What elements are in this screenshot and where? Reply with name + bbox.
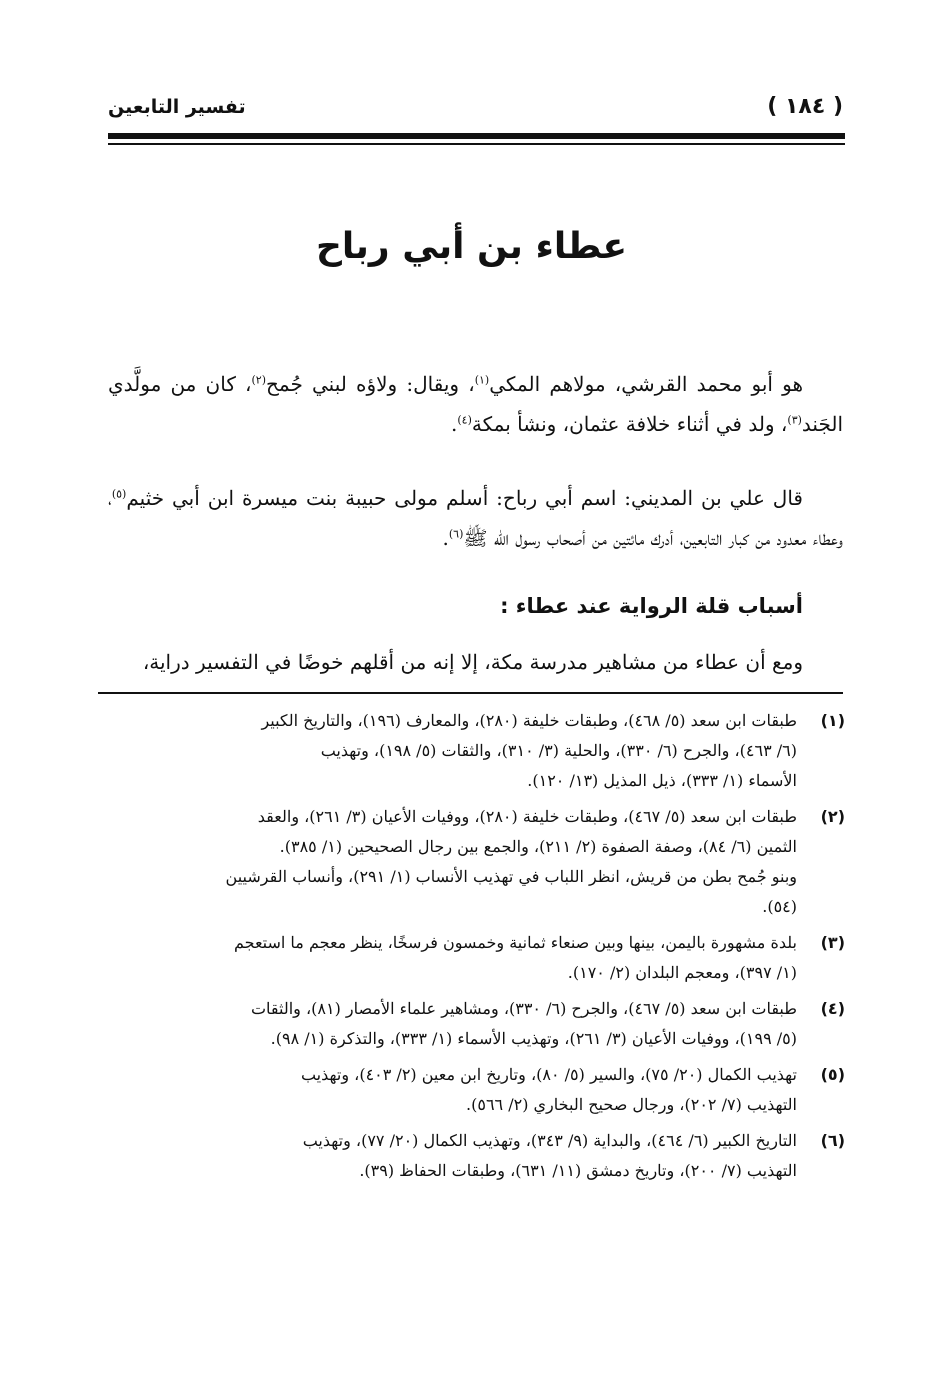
paragraph-text: هو أبو محمد القرشي، مولاهم المكي (489, 372, 803, 396)
footnote-separator (98, 692, 843, 694)
footnote-number: (١) (820, 711, 845, 730)
footnote-ref[interactable]: (٤) (457, 413, 472, 427)
footnote-line: وبنو جُمح بطن من قريش، انظر اللباب في تهذيب الأنساب (١/ ٢٩١)، وأنساب القرشيين (225, 867, 797, 886)
footnote-ref[interactable]: (٦) (448, 527, 464, 541)
page-header (108, 94, 843, 124)
footnote-4 (108, 994, 845, 1054)
footnote-line: طبقات ابن سعد (٥/ ٤٦٧)، والجرح (٦/ ٣٣٠)، ومشاهير علماء الأمصار (٨١)، والثقات (250, 999, 797, 1018)
footnote-line: التهذيب (٧/ ٢٠٢)، ورجال صحيح البخاري (٢/ ٥٦٦). (466, 1095, 797, 1114)
footnote-5 (108, 1060, 845, 1120)
footnote-ref[interactable]: (١) (474, 373, 490, 387)
footnote-ref[interactable]: (٢) (251, 373, 266, 387)
footnote-number: (٣) (820, 933, 845, 952)
footnote-line: (١/ ٣٩٧)، ومعجم البلدان (٢/ ١٧٠). (567, 963, 797, 982)
footnote-number: (٤) (820, 999, 845, 1018)
footnote-ref[interactable]: (٣) (787, 413, 802, 427)
header-rule-thin (108, 143, 845, 145)
footnote-line: (٦/ ٤٦٣)، والجرح (٦/ ٣٣٠)، والحلية (٣/ ٣١٠)، والثقات (٥/ ١٩٨)، وتهذيب (320, 741, 797, 760)
footnote-line: طبقات ابن سعد (٥/ ٤٦٧)، وطبقات خليفة (٢٨٠)، ووفيات الأعيان (٣/ ٢٦١)، والعقد (257, 807, 797, 826)
chapter-title: عطاء بن أبي رباح (315, 226, 628, 267)
footnote-2 (108, 802, 845, 922)
paragraph-text: ، كان من مولَّدي الجَند (108, 372, 843, 436)
footnote-number: (٦) (820, 1131, 845, 1150)
page-number: ( ١٨٤ ) (767, 94, 843, 119)
footnote-line: بلدة مشهورة باليمن، بينها وبين صنعاء ثمانية وخمسون فرسخًا، ينظر معجم ما استعجم (233, 933, 797, 952)
footnote-line: طبقات ابن سعد (٥/ ٤٦٨)، وطبقات خليفة (٢٨٠)، والمعارف (١٩٦)، والتاريخ الكبير (261, 711, 797, 730)
paragraph-text: قال علي بن المديني: اسم أبي رباح: أسلم مولى حبيبة بنت ميسرة ابن أبي خثيم (126, 486, 803, 510)
section-heading: أسباب قلة الرواية عند عطاء : (500, 594, 803, 618)
footnotes-section (108, 706, 845, 1192)
paragraph-ibn-madini (108, 478, 843, 558)
footnote-line: (٥/ ١٩٩)، ووفيات الأعيان (٣/ ٢٦١)، وتهذيب الأسماء (١/ ٣٣٣)، والتذكرة (١/ ٩٨). (270, 1029, 797, 1048)
footnote-line: تهذيب الكمال (٢٠/ ٧٥)، والسير (٥/ ٨٠)، وتاريخ ابن معين (٢/ ٤٠٣)، وتهذيب (300, 1065, 797, 1084)
paragraph-text: ، ويقال: ولاؤه لبني جُمح (266, 372, 475, 396)
paragraph-intro (108, 364, 843, 444)
footnote-1 (108, 706, 845, 796)
footnote-line: الأسماء (١/ ٣٣٣)، ذيل المذيل (١٣/ ١٢٠). (527, 771, 797, 790)
footnote-3 (108, 928, 845, 988)
header-rule-thick (108, 133, 845, 139)
footnote-line: (٥٤). (762, 897, 797, 916)
footnote-line: الثمين (٦/ ٨٤)، وصفة الصفوة (٢/ ٢١١)، والجمع بين رجال الصحيحين (١/ ٣٨٥). (279, 837, 797, 856)
footnote-ref[interactable]: (٥) (111, 487, 127, 501)
footnote-line: التهذيب (٧/ ٢٠٠)، وتاريخ دمشق (١١/ ٦٣١)، وطبقات الحفاظ (٣٩). (359, 1161, 797, 1180)
footnote-number: (٢) (820, 807, 845, 826)
paragraph-text: ، ولد في أثناء خلافة عثمان، ونشأ بمكة (471, 412, 788, 436)
paragraph-text: . (442, 526, 449, 550)
running-title: تفسير التابعين (108, 96, 246, 118)
footnote-number: (٥) (820, 1065, 845, 1084)
footnote-6 (108, 1126, 845, 1186)
paragraph-text: ، وعطاء معدود من كبار التابعين، أدرك مائتين من أصحاب رسول الله ﷺ (108, 486, 843, 550)
paragraph-text: . (451, 412, 458, 436)
paragraph-reasons: ومع أن عطاء من مشاهير مدرسة مكة، إلا إنه من أقلهم خوضًا في التفسير دراية، (142, 650, 803, 674)
footnote-line: التاريخ الكبير (٦/ ٤٦٤)، والبداية (٩/ ٣٤٣)، وتهذيب الكمال (٢٠/ ٧٧)، وتهذيب (302, 1131, 797, 1150)
